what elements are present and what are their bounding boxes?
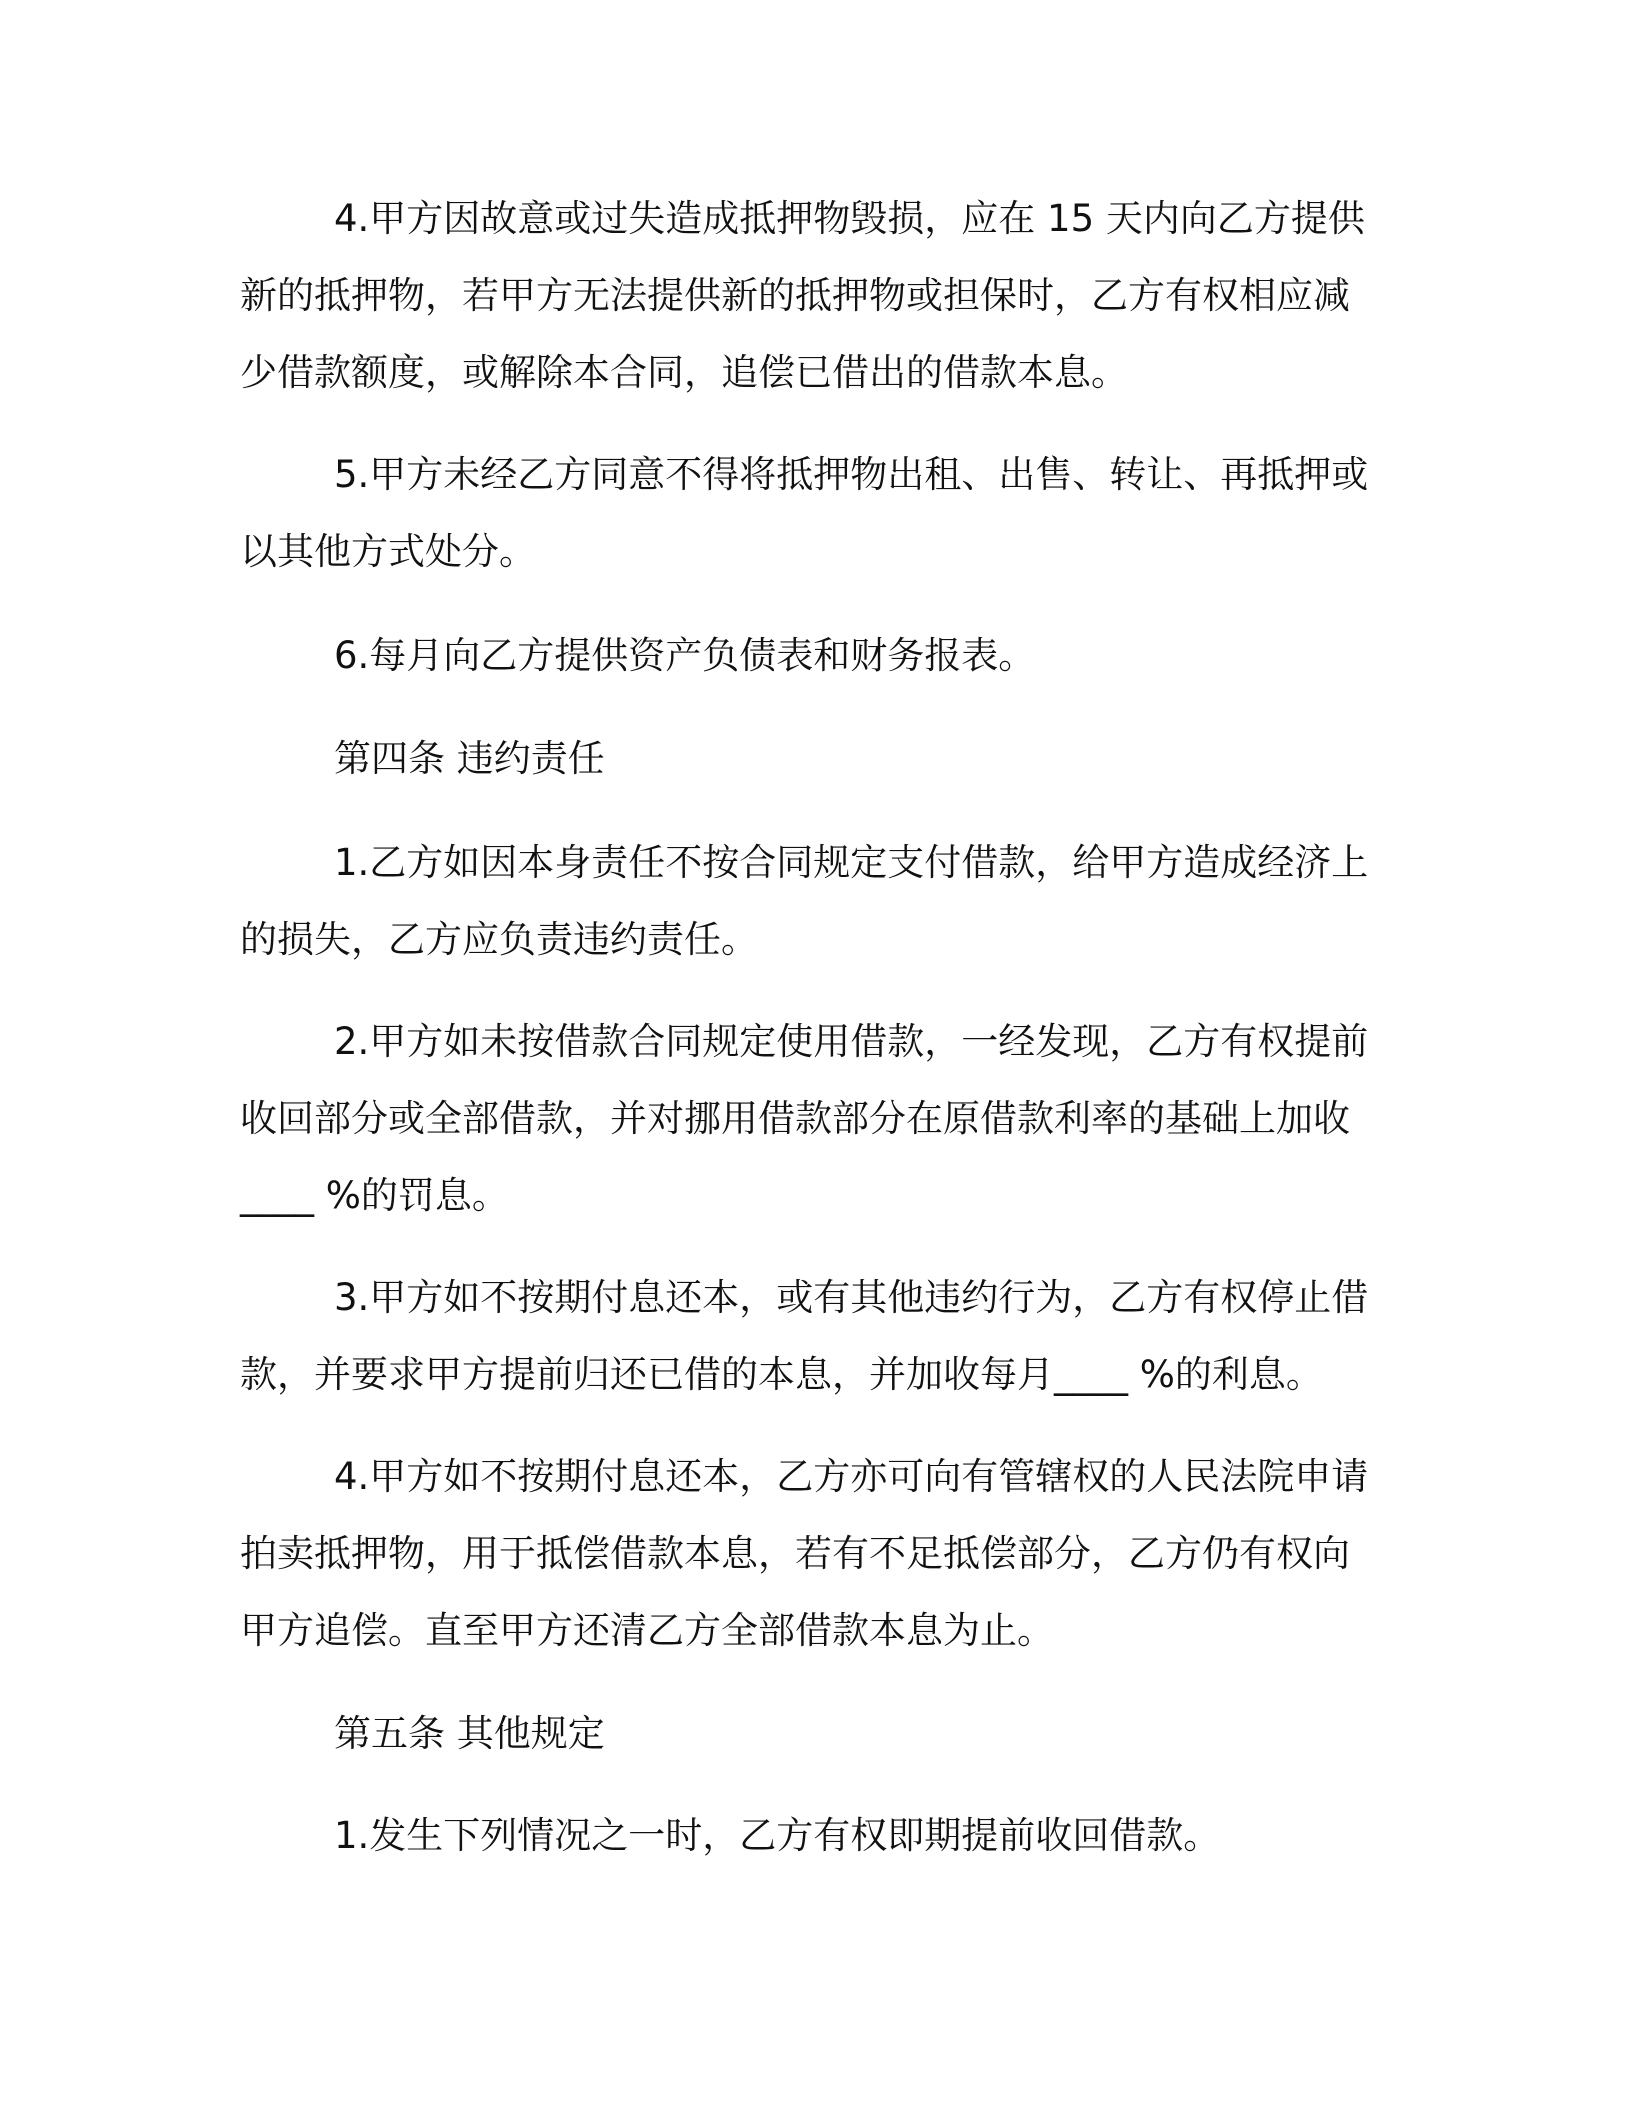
paragraph-line: 新的抵押物，若甲方无法提供新的抵押物或担保时，乙方有权相应减 bbox=[240, 274, 1350, 317]
other-provisions-clause-1 bbox=[240, 1797, 1370, 1874]
section-heading-text: 第五条 其他规定 bbox=[334, 1712, 605, 1755]
paragraph-line: 以其他方式处分。 bbox=[240, 530, 536, 573]
paragraph-line: 4.甲方因故意或过失造成抵押物毁损，应在 15 天内向乙方提供 bbox=[334, 197, 1365, 240]
paragraph-line: 收回部分或全部借款，并对挪用借款部分在原借款利率的基础上加收 bbox=[240, 1097, 1350, 1140]
liability-clause-1 bbox=[240, 824, 1370, 978]
paragraph-line: 甲方追偿。直至甲方还清乙方全部借款本息为止。 bbox=[240, 1609, 1054, 1652]
section-heading-article-5 bbox=[240, 1695, 1370, 1772]
paragraph-line: ____ %的罚息。 bbox=[240, 1174, 509, 1217]
paragraph-line: 5.甲方未经乙方同意不得将抵押物出租、出售、转让、再抵押或 bbox=[334, 453, 1369, 496]
liability-clause-3 bbox=[240, 1259, 1370, 1413]
paragraph-line: 少借款额度，或解除本合同，追偿已借出的借款本息。 bbox=[240, 351, 1128, 394]
clause-4-collateral-damage bbox=[240, 180, 1370, 411]
paragraph-line: 1.发生下列情况之一时，乙方有权即期提前收回借款。 bbox=[334, 1814, 1221, 1857]
paragraph-line: 3.甲方如不按期付息还本，或有其他违约行为，乙方有权停止借 bbox=[334, 1276, 1369, 1319]
liability-clause-4 bbox=[240, 1438, 1370, 1669]
paragraph-line: 6.每月向乙方提供资产负债表和财务报表。 bbox=[334, 634, 1036, 677]
liability-clause-2 bbox=[240, 1003, 1370, 1234]
paragraph-line: 2.甲方如未按借款合同规定使用借款，一经发现，乙方有权提前 bbox=[334, 1020, 1369, 1063]
clause-6-financial-reports bbox=[240, 617, 1370, 694]
section-heading-article-4 bbox=[240, 720, 1370, 797]
paragraph-line: 4.甲方如不按期付息还本，乙方亦可向有管辖权的人民法院申请 bbox=[334, 1455, 1369, 1498]
paragraph-line: 的损失，乙方应负责违约责任。 bbox=[240, 918, 758, 961]
clause-5-disposal-restriction bbox=[240, 436, 1370, 590]
section-heading-text: 第四条 违约责任 bbox=[334, 737, 605, 780]
paragraph-line: 拍卖抵押物，用于抵偿借款本息，若有不足抵偿部分，乙方仍有权向 bbox=[240, 1532, 1350, 1575]
paragraph-line: 款，并要求甲方提前归还已借的本息，并加收每月____ %的利息。 bbox=[240, 1353, 1323, 1396]
paragraph-line: 1.乙方如因本身责任不按合同规定支付借款，给甲方造成经济上 bbox=[334, 841, 1369, 884]
